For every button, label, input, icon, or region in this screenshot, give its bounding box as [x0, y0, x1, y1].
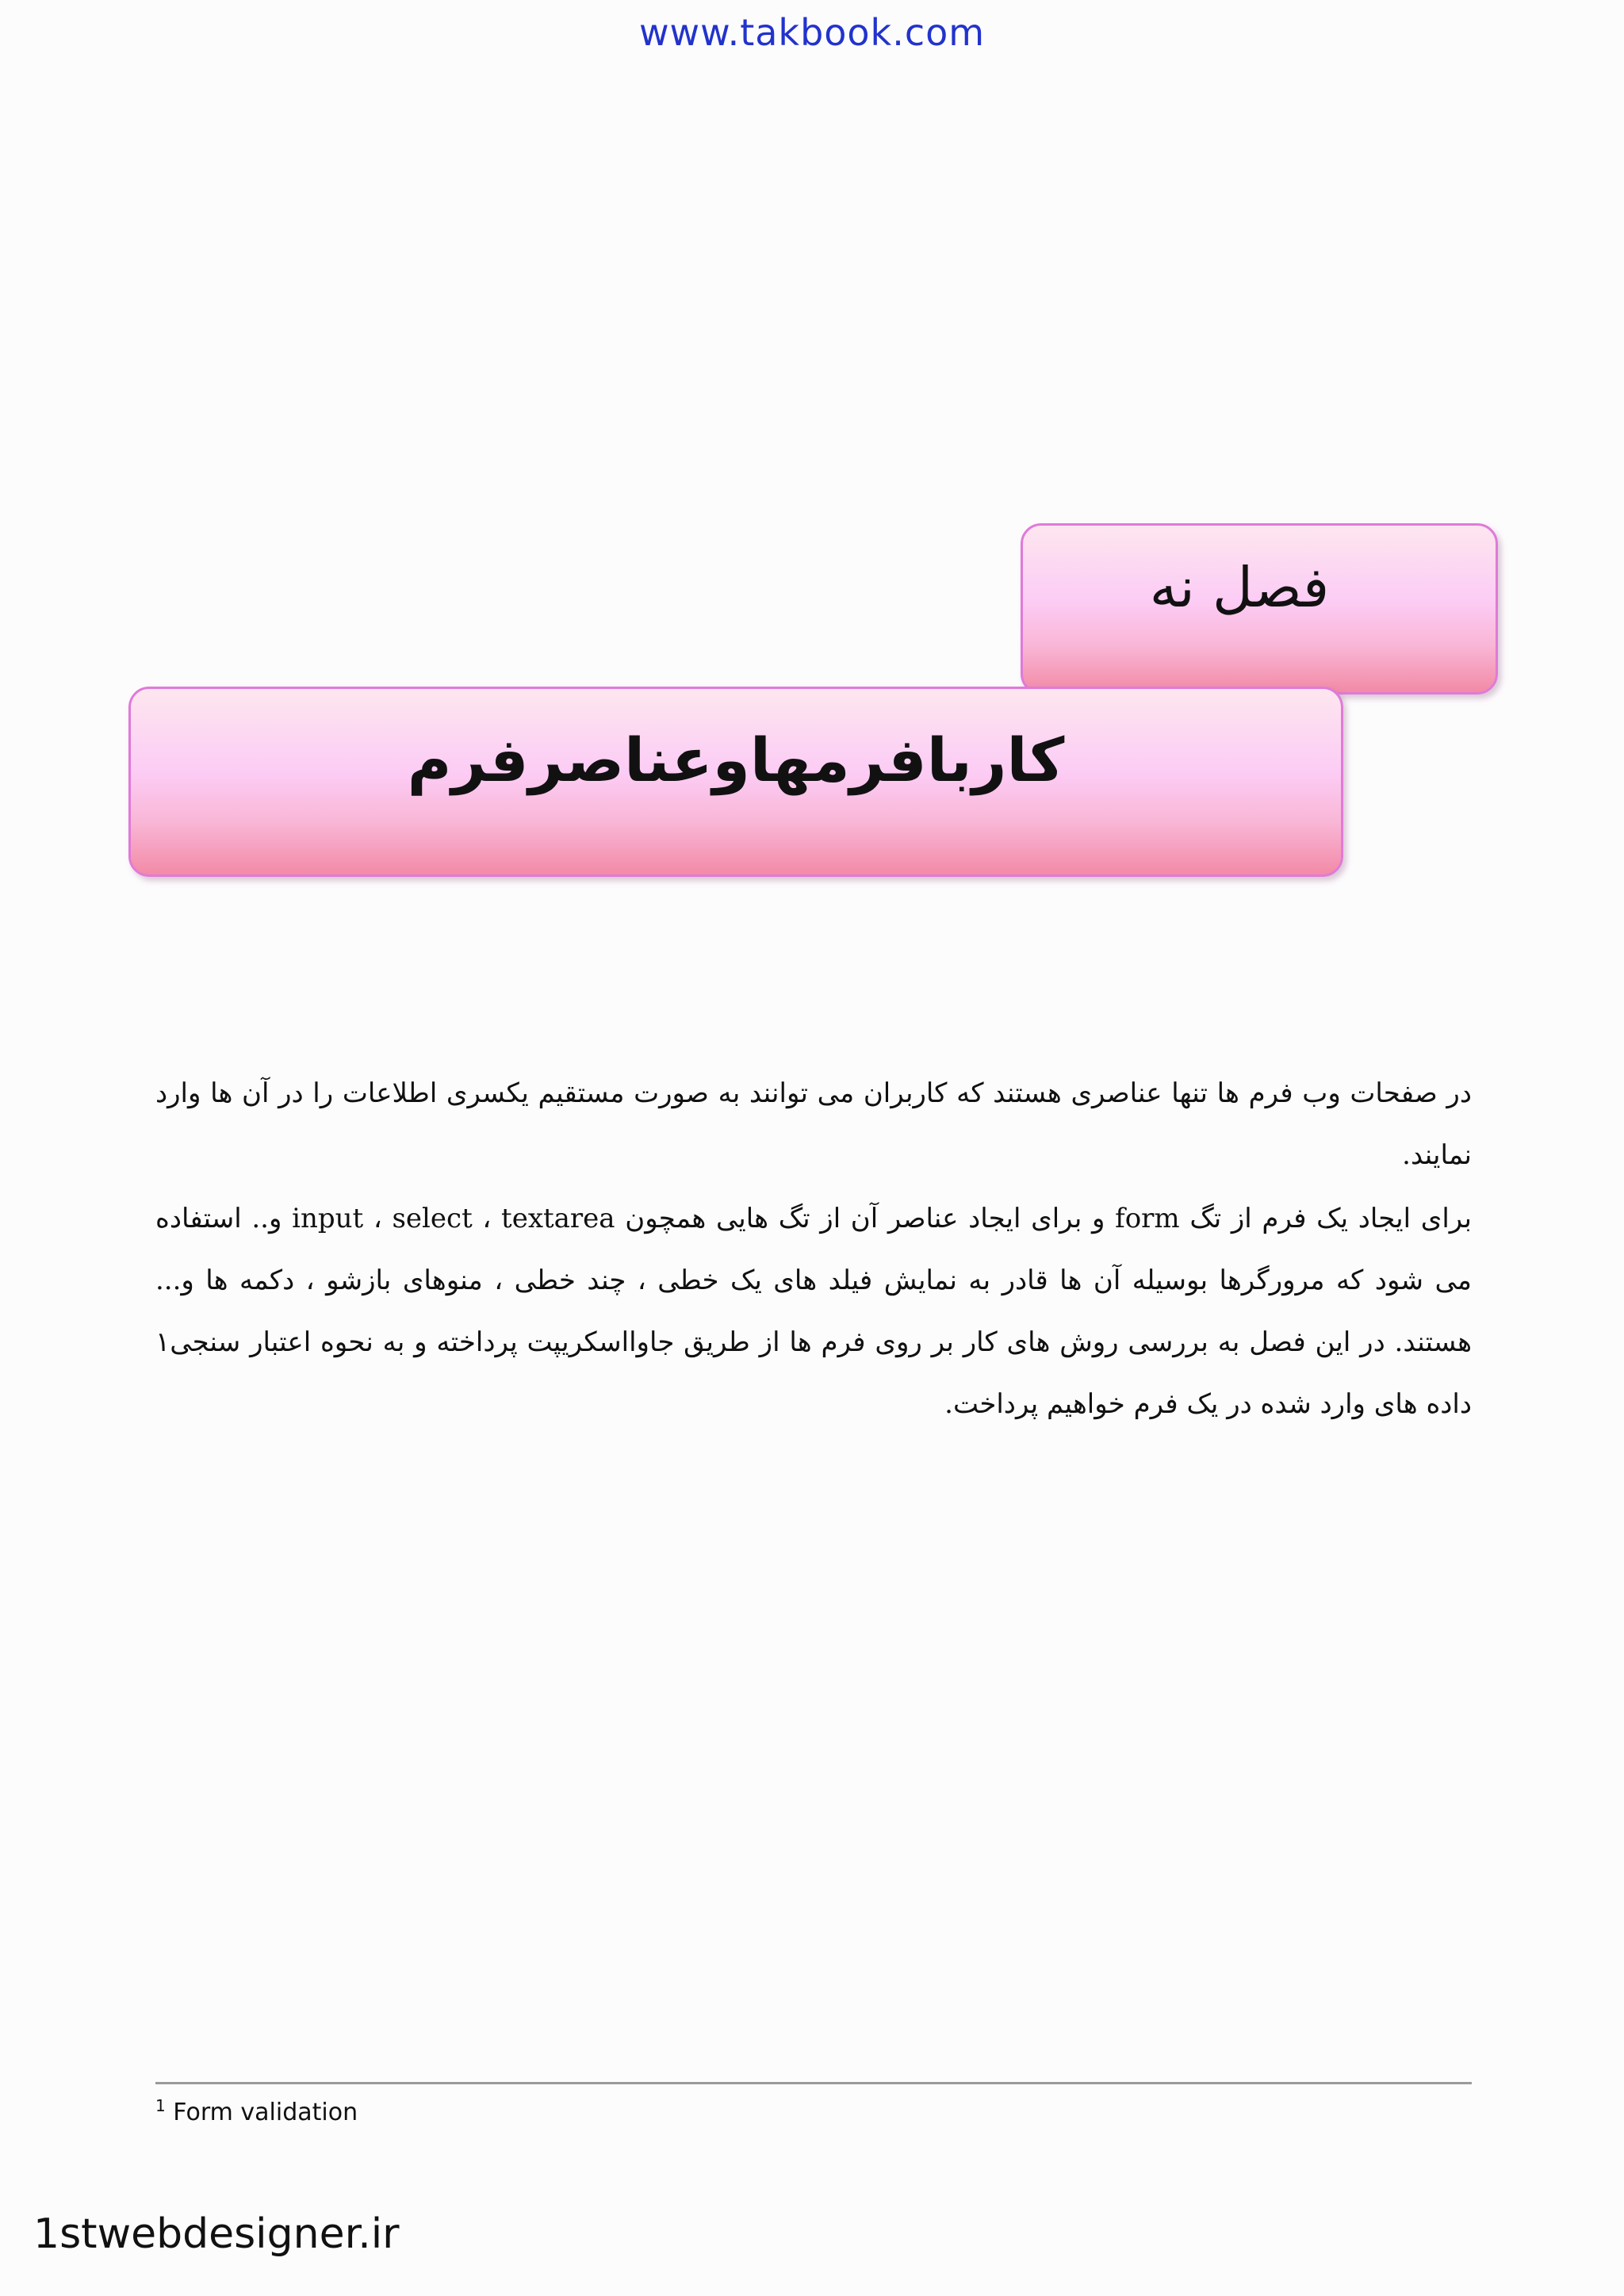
- footnote-marker: 1: [155, 2096, 166, 2115]
- paragraph-details: برای ایجاد یک فرم از تگ form و برای ایجاد عناصر آن از تگ هایی همچون input ، select ، textarea و.. استفاده می شود که مرورگرها بوسیله آن ها قادر به نمایش فیلد های یک خطی ، چند خطی ، منوهای بازشو ، دکمه ها و... هستند. در این فصل به بررسی روش های کار بر روی فرم ها از طریق جاوااسکریپت پرداخته و به نحوه اعتبار سنجی۱ داده های وارد شده در یک فرم خواهیم پرداخت.: [155, 1203, 1472, 1420]
- header-site-url[interactable]: www.takbook.com: [638, 11, 986, 54]
- chapter-title: کاربافرمهاوعناصرفرم: [407, 725, 1065, 795]
- body-text: [155, 1062, 1472, 1437]
- footer-site[interactable]: 1stwebdesigner.ir: [33, 2210, 400, 2258]
- footnote-text: Form validation: [173, 2099, 358, 2126]
- footnote: [155, 2096, 358, 2126]
- chapter-number-label: فصل نه: [1149, 555, 1330, 620]
- paragraph-intro: در صفحات وب فرم ها تنها عناصری هستند که کاربران می توانند به صورت مستقیم یکسری اطلاعات را در آن ها وارد نمایند.: [155, 1077, 1472, 1171]
- footnote-divider: [155, 2082, 1472, 2084]
